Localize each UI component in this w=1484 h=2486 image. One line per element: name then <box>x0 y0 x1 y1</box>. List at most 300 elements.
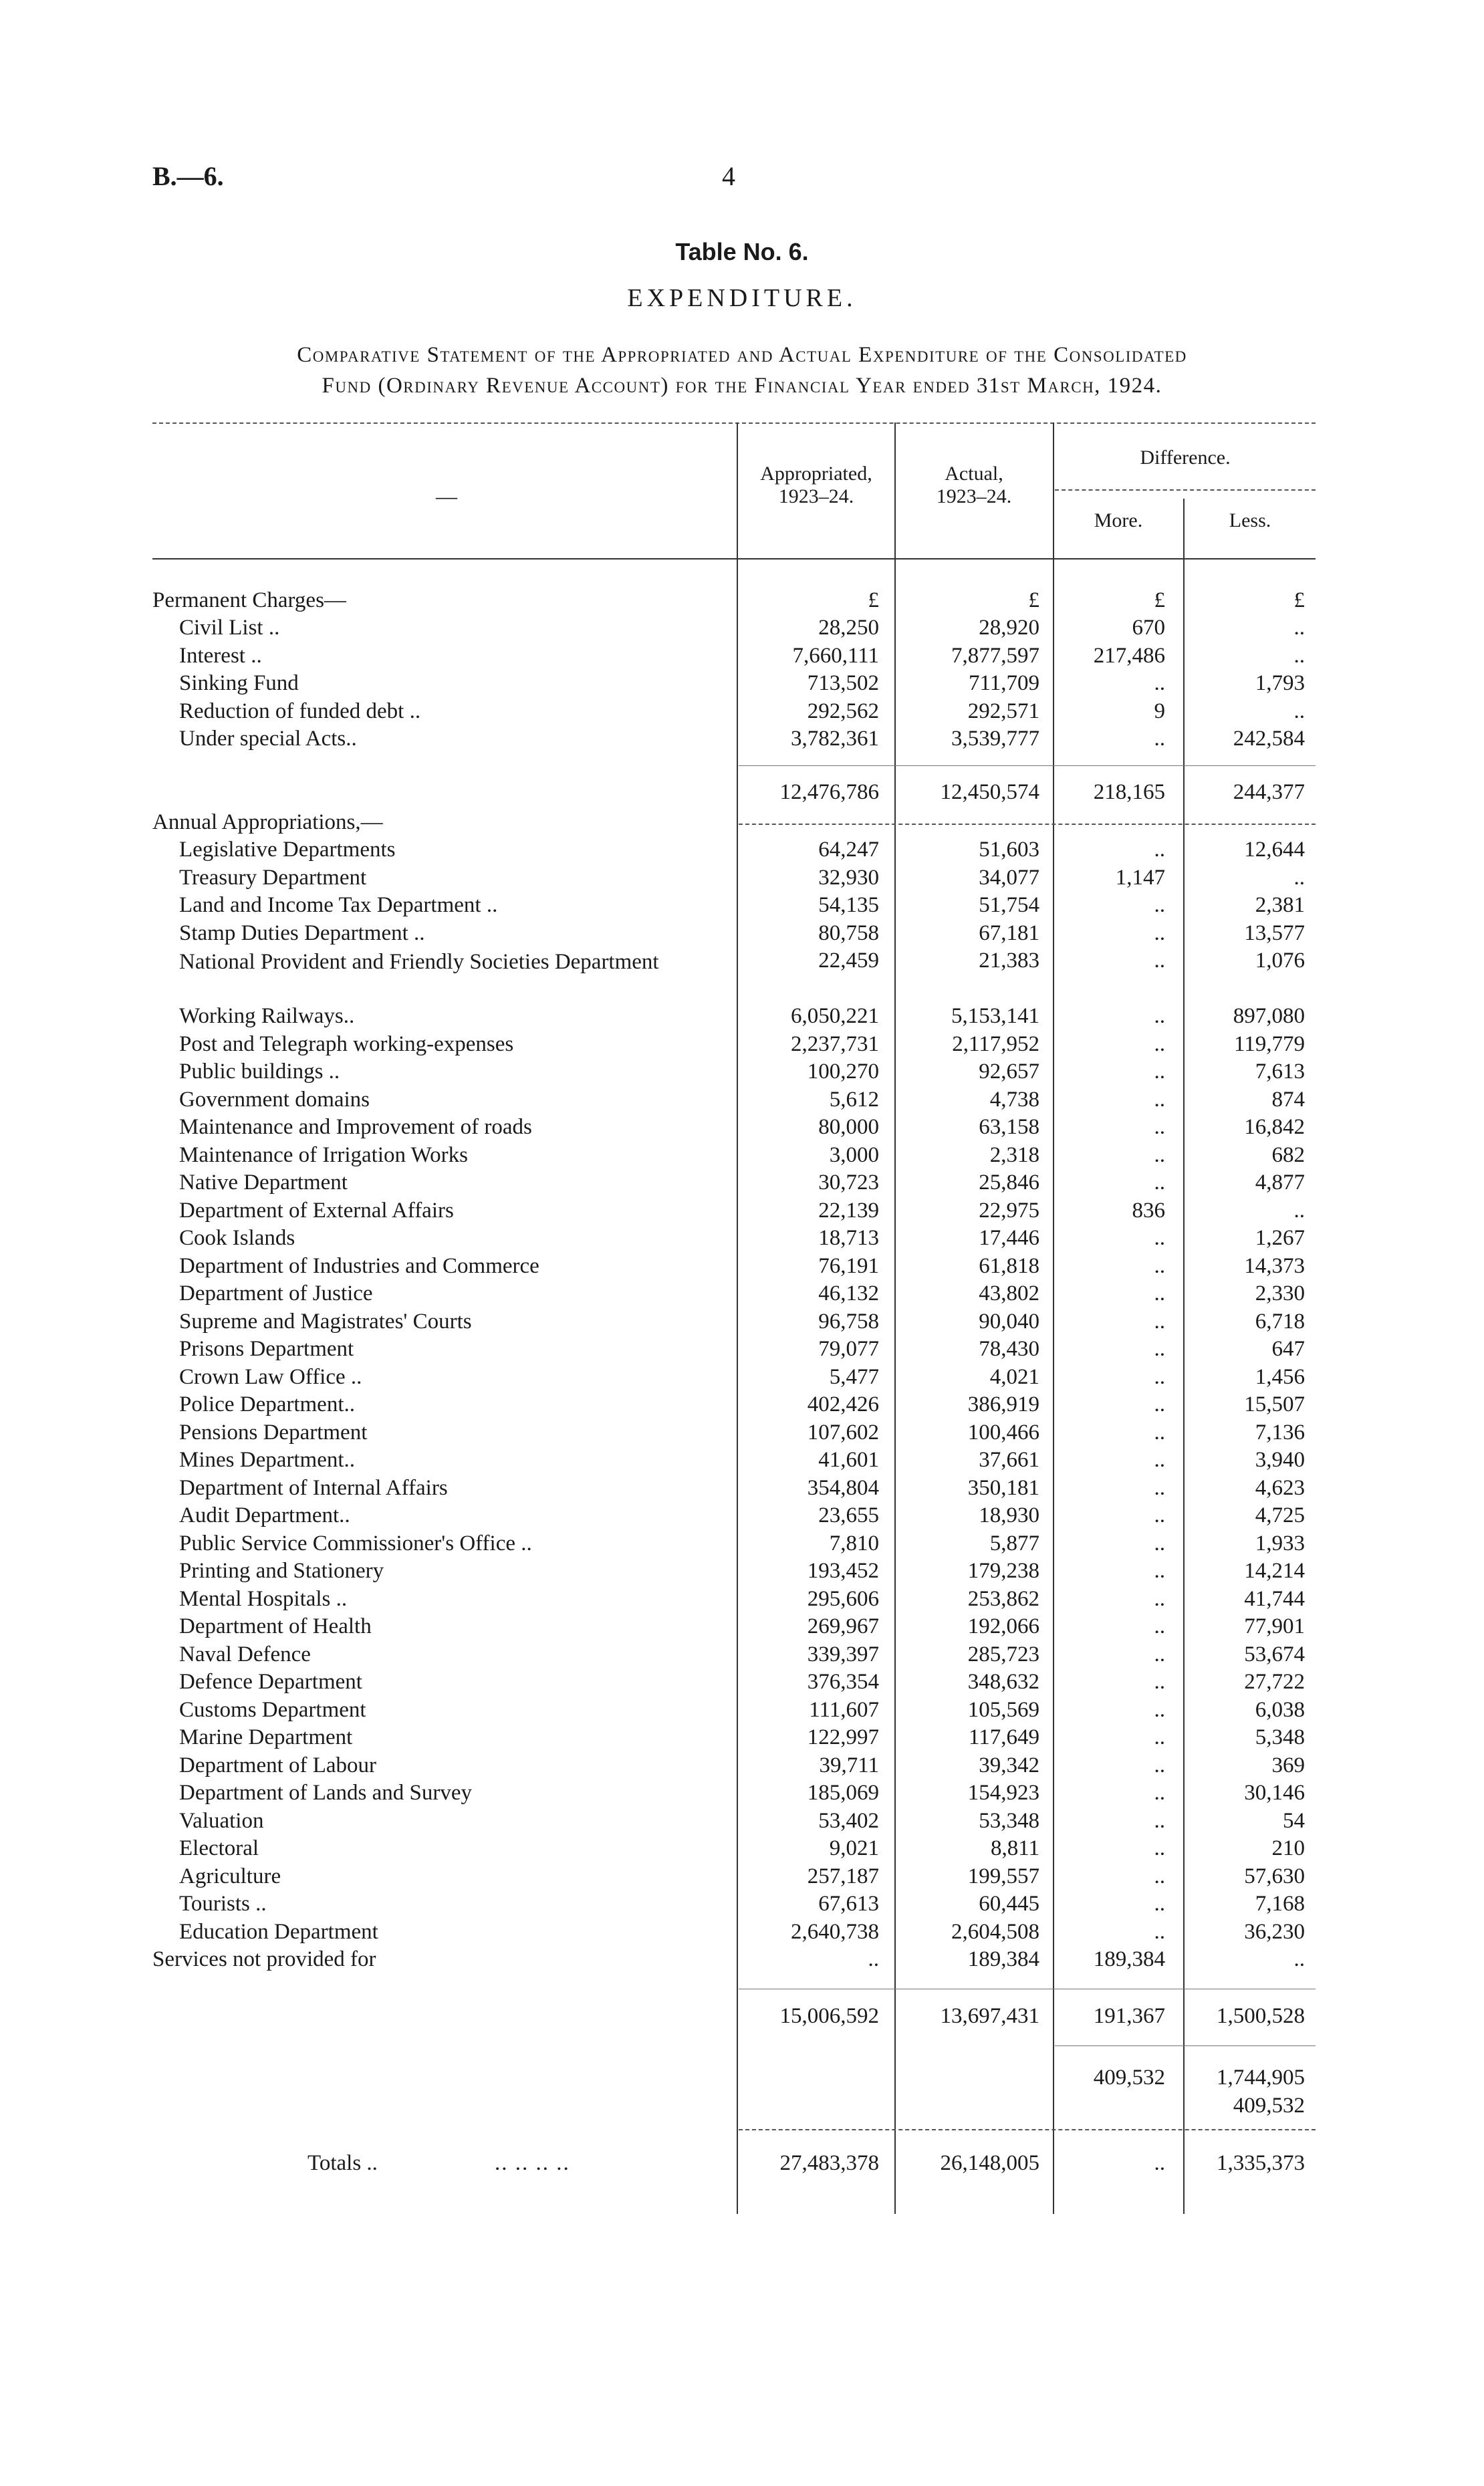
cell-more: 9 <box>1154 699 1165 723</box>
row-label: Department of Health <box>179 1614 372 1638</box>
currency-row <box>0 588 1484 616</box>
totals-more: .. <box>1154 2151 1165 2175</box>
cell-more: .. <box>1154 1309 1165 1334</box>
cell-appropriated: 76,191 <box>818 1253 879 1278</box>
cell-actual: 28,920 <box>979 616 1039 640</box>
permanent-subtotal-row <box>0 780 1484 807</box>
cell-actual: 711,709 <box>968 671 1039 695</box>
cell-less: 7,613 <box>1255 1060 1305 1084</box>
cell-actual: 37,661 <box>979 1448 1039 1472</box>
cell-actual: 285,723 <box>967 1642 1039 1666</box>
col-header-difference: Difference. <box>1140 447 1231 469</box>
subtotal-less: 244,377 <box>1233 780 1305 804</box>
cell-more: .. <box>1154 1781 1165 1805</box>
cell-less: 369 <box>1271 1753 1305 1777</box>
cell-less: 682 <box>1271 1142 1305 1167</box>
row-label: Electoral <box>179 1836 259 1860</box>
cell-appropriated: 22,139 <box>818 1198 879 1223</box>
table-row <box>0 1531 1484 1559</box>
row-label: Crown Law Office .. <box>179 1364 362 1389</box>
table-row <box>0 1088 1484 1115</box>
cell-less: 874 <box>1271 1087 1305 1112</box>
table-row <box>0 838 1484 865</box>
cell-less: 13,577 <box>1244 920 1305 945</box>
table-row <box>0 1281 1484 1309</box>
cell-less: 1,267 <box>1255 1226 1305 1250</box>
table-row <box>0 1781 1484 1808</box>
cell-actual: 60,445 <box>979 1892 1039 1916</box>
cell-less: 53,674 <box>1244 1642 1305 1666</box>
row-label: Working Railways.. <box>179 1004 355 1028</box>
cell-more: .. <box>1154 1004 1165 1028</box>
table-row <box>0 1392 1484 1420</box>
cell-less: .. <box>1293 865 1305 890</box>
subtitle-line-2: Fund (Ordinary Revenue Account) for the Financial Year ended 31st March, 1924. <box>322 374 1162 398</box>
row-label: Services not provided for <box>152 1947 376 1971</box>
cell-appropriated: 23,655 <box>818 1503 879 1527</box>
row-label: Government domains <box>179 1087 370 1112</box>
cell-actual: 92,657 <box>979 1060 1039 1084</box>
cell-more: .. <box>1154 920 1165 945</box>
cell-less: 1,456 <box>1255 1364 1305 1389</box>
cell-actual: 25,846 <box>979 1170 1039 1195</box>
row-label: Audit Department.. <box>179 1503 350 1527</box>
cell-more: .. <box>1154 1170 1165 1195</box>
cell-appropriated: 354,804 <box>807 1475 879 1500</box>
summary-less: 1,744,905 <box>1217 2066 1305 2090</box>
cell-appropriated: 713,502 <box>807 671 879 695</box>
cell-less: 6,718 <box>1255 1309 1305 1334</box>
cell-appropriated: 100,270 <box>807 1060 879 1084</box>
subtotal-actual: 13,697,431 <box>940 2004 1039 2028</box>
subtotal-actual: 12,450,574 <box>940 780 1039 804</box>
cell-appropriated: 80,758 <box>818 920 879 945</box>
cell-more: 836 <box>1132 1198 1165 1223</box>
cell-less: 16,842 <box>1244 1115 1305 1139</box>
row-label: Defence Department <box>179 1670 362 1694</box>
table-row <box>0 616 1484 643</box>
cell-less: 5,348 <box>1255 1725 1305 1749</box>
row-label: Cook Islands <box>179 1226 295 1250</box>
cell-appropriated: 339,397 <box>807 1642 879 1666</box>
cell-less: 897,080 <box>1233 1004 1305 1028</box>
table-number: Table No. 6. <box>675 238 809 265</box>
row-label: Department of Labour <box>179 1753 377 1777</box>
cell-more: .. <box>1154 1448 1165 1472</box>
cell-more: .. <box>1154 1475 1165 1500</box>
table-row <box>0 949 1484 976</box>
table-row <box>0 1365 1484 1392</box>
table-top-rule <box>152 422 1316 424</box>
row-label: Pensions Department <box>179 1420 368 1445</box>
row-label: Department of Justice <box>179 1281 373 1306</box>
cell-more: .. <box>1154 1253 1165 1278</box>
cell-appropriated: 79,077 <box>818 1337 879 1361</box>
table-row <box>0 1032 1484 1060</box>
cell-more: .. <box>1154 1281 1165 1306</box>
cell-actual: 53,348 <box>979 1808 1039 1833</box>
cell-less: 242,584 <box>1233 727 1305 751</box>
table-row <box>0 1725 1484 1753</box>
currency-symbol: £ <box>1154 588 1165 612</box>
cell-actual: 51,603 <box>979 838 1039 862</box>
cell-actual: 386,919 <box>967 1392 1039 1416</box>
cell-more: .. <box>1154 1864 1165 1888</box>
row-label: Stamp Duties Department .. <box>179 920 425 945</box>
table-heading: EXPENDITURE. <box>627 284 857 312</box>
cell-appropriated: 96,758 <box>818 1309 879 1334</box>
cell-appropriated: 3,782,361 <box>791 727 879 751</box>
row-label: Interest .. <box>179 643 262 668</box>
cell-actual: 2,117,952 <box>952 1031 1039 1056</box>
table-row <box>0 1199 1484 1226</box>
cell-actual: 179,238 <box>967 1559 1039 1583</box>
cell-less: 1,793 <box>1255 671 1305 695</box>
table-row <box>0 1310 1484 1337</box>
cell-actual: 4,021 <box>989 1364 1039 1389</box>
row-label: Supreme and Magistrates' Courts <box>179 1309 472 1334</box>
row-label: Mental Hospitals .. <box>179 1586 348 1611</box>
table-row <box>0 866 1484 893</box>
summary-less-deduct: 409,532 <box>1233 2094 1305 2118</box>
subtotal-less: 1,500,528 <box>1217 2004 1305 2028</box>
summary-more: 409,532 <box>1093 2066 1165 2090</box>
cell-appropriated: 292,562 <box>807 699 879 723</box>
row-label: Legislative Departments <box>179 838 396 862</box>
cell-appropriated: 46,132 <box>818 1281 879 1306</box>
cell-more: .. <box>1154 1503 1165 1527</box>
cell-more: 189,384 <box>1093 1947 1165 1971</box>
table-row <box>0 1337 1484 1364</box>
table-row <box>0 644 1484 671</box>
cell-more: 1,147 <box>1115 865 1165 890</box>
table-row <box>0 727 1484 754</box>
cell-appropriated: 53,402 <box>818 1808 879 1833</box>
table-row <box>0 1947 1484 1975</box>
cell-appropriated: 64,247 <box>818 838 879 862</box>
cell-appropriated: 3,000 <box>829 1142 879 1167</box>
subtotal-appropriated: 15,006,592 <box>779 2004 879 2028</box>
row-label: Department of Internal Affairs <box>179 1475 448 1500</box>
cell-more: 217,486 <box>1093 643 1165 668</box>
group-label-permanent: Permanent Charges— <box>152 588 346 612</box>
cell-more: .. <box>1154 727 1165 751</box>
totals-top-rule <box>739 2129 1316 2130</box>
header-bottom-rule <box>152 558 1316 560</box>
cell-appropriated: 18,713 <box>818 1226 879 1250</box>
row-label: Printing and Stationery <box>179 1559 384 1583</box>
cell-less: 14,373 <box>1244 1253 1305 1278</box>
row-label: Department of Lands and Survey <box>179 1781 473 1805</box>
cell-less: 41,744 <box>1244 1586 1305 1611</box>
cell-actual: 18,930 <box>979 1503 1039 1527</box>
cell-actual: 5,877 <box>989 1531 1039 1556</box>
cell-actual: 21,383 <box>979 949 1039 973</box>
cell-less: 15,507 <box>1244 1392 1305 1416</box>
subtotal-more: 191,367 <box>1093 2004 1165 2028</box>
table-row <box>0 671 1484 699</box>
table-row <box>0 1115 1484 1142</box>
cell-less: 3,940 <box>1255 1448 1305 1472</box>
table-row <box>0 1559 1484 1586</box>
cell-appropriated: 185,069 <box>807 1781 879 1805</box>
cell-appropriated: 28,250 <box>818 616 879 640</box>
stub-header-dash: — <box>436 484 457 508</box>
cell-actual: 253,862 <box>967 1586 1039 1611</box>
table-row <box>0 1892 1484 1919</box>
cell-actual: 43,802 <box>979 1281 1039 1306</box>
table-row <box>0 1060 1484 1087</box>
table-row <box>0 1226 1484 1253</box>
row-label: Department of Industries and Commerce <box>179 1253 539 1278</box>
cell-appropriated: 402,426 <box>807 1392 879 1416</box>
table-row <box>0 1698 1484 1725</box>
cell-actual: 63,158 <box>979 1115 1039 1139</box>
cell-actual: 350,181 <box>967 1475 1039 1500</box>
cell-actual: 199,557 <box>967 1864 1039 1888</box>
table-subtitle <box>107 340 1377 401</box>
table-row <box>0 1836 1484 1864</box>
cell-appropriated: 295,606 <box>807 1586 879 1611</box>
cell-appropriated: 54,135 <box>818 893 879 917</box>
row-label: Reduction of funded debt .. <box>179 699 421 723</box>
cell-more: .. <box>1154 1614 1165 1638</box>
row-label: Maintenance of Irrigation Works <box>179 1142 469 1167</box>
cell-more: .. <box>1154 1642 1165 1666</box>
cell-appropriated: 6,050,221 <box>791 1004 879 1028</box>
table-row <box>0 1920 1484 1947</box>
cell-less: 4,623 <box>1255 1475 1305 1500</box>
cell-more: .. <box>1154 1725 1165 1749</box>
table-row <box>0 1476 1484 1503</box>
totals-row <box>0 2151 1484 2179</box>
cell-appropriated: 22,459 <box>818 949 879 973</box>
cell-less: 1,933 <box>1255 1531 1305 1556</box>
row-label: Civil List .. <box>179 616 280 640</box>
cell-appropriated: 80,000 <box>818 1115 879 1139</box>
table-row <box>0 1170 1484 1198</box>
table-row <box>0 1642 1484 1670</box>
cell-appropriated: 39,711 <box>819 1753 879 1777</box>
totals-actual: 26,148,005 <box>940 2151 1039 2175</box>
cell-less: 119,779 <box>1233 1031 1305 1056</box>
cell-appropriated: 122,997 <box>807 1725 879 1749</box>
cell-more: .. <box>1154 1697 1165 1722</box>
cell-appropriated: 41,601 <box>818 1448 879 1472</box>
cell-less: .. <box>1293 699 1305 723</box>
cell-more: .. <box>1154 1226 1165 1250</box>
cell-actual: 39,342 <box>979 1753 1039 1777</box>
subtotal-appropriated: 12,476,786 <box>779 780 879 804</box>
col-header-less: Less. <box>1229 509 1271 531</box>
table-row <box>0 1670 1484 1697</box>
subtotal-more: 218,165 <box>1093 780 1165 804</box>
currency-symbol: £ <box>1028 588 1039 612</box>
annual-subtotal-row <box>0 2004 1484 2031</box>
cell-less: .. <box>1293 643 1305 668</box>
col-header-appropriated: Appropriated, 1923–24. <box>760 463 872 507</box>
row-label: Customs Department <box>179 1697 366 1722</box>
cell-appropriated: 5,612 <box>829 1087 879 1112</box>
cell-less: 30,146 <box>1244 1781 1305 1805</box>
cell-less: 36,230 <box>1244 1919 1305 1944</box>
cell-less: 6,038 <box>1255 1697 1305 1722</box>
cell-actual: 192,066 <box>967 1614 1039 1638</box>
cell-actual: 51,754 <box>979 893 1039 917</box>
cell-less: 12,644 <box>1244 838 1305 862</box>
cell-actual: 5,153,141 <box>951 1004 1039 1028</box>
totals-label: Totals .. <box>307 2151 378 2175</box>
table-row <box>0 1753 1484 1781</box>
cell-less: 14,214 <box>1244 1559 1305 1583</box>
cell-actual: 3,539,777 <box>951 727 1039 751</box>
table-row <box>0 1587 1484 1614</box>
cell-less: 7,168 <box>1255 1892 1305 1916</box>
cell-actual: 4,738 <box>989 1087 1039 1112</box>
row-label: Treasury Department <box>179 865 367 890</box>
cell-less: .. <box>1293 1947 1305 1971</box>
cell-appropriated: 30,723 <box>818 1170 879 1195</box>
col-header-actual: Actual, 1923–24. <box>936 463 1012 507</box>
row-label: Naval Defence <box>179 1642 311 1666</box>
row-label: Education Department <box>179 1919 378 1944</box>
cell-actual: 2,318 <box>989 1142 1039 1167</box>
difference-deduct-row <box>0 2094 1484 2121</box>
cell-more: .. <box>1154 1420 1165 1445</box>
cell-actual: 117,649 <box>968 1725 1039 1749</box>
table-row <box>0 1448 1484 1475</box>
cell-actual: 8,811 <box>990 1836 1039 1860</box>
totals-appropriated: 27,483,378 <box>779 2151 879 2175</box>
row-label: Public buildings .. <box>179 1060 340 1084</box>
row-label: Prisons Department <box>179 1337 354 1361</box>
subtitle-line-1: Comparative Statement of the Appropriated and Actual Expenditure of the Consolidated <box>297 343 1187 367</box>
cell-more: .. <box>1154 1531 1165 1556</box>
cell-more: .. <box>1154 1559 1165 1583</box>
totals-less: 1,335,373 <box>1217 2151 1305 2175</box>
cell-actual: 67,181 <box>979 920 1039 945</box>
cell-less: 2,381 <box>1255 893 1305 917</box>
cell-more: .. <box>1154 1087 1165 1112</box>
table-row <box>0 699 1484 727</box>
cell-more: .. <box>1154 1808 1165 1833</box>
cell-appropriated: 193,452 <box>807 1559 879 1583</box>
cell-actual: 292,571 <box>967 699 1039 723</box>
cell-actual: 90,040 <box>979 1309 1039 1334</box>
cell-more: .. <box>1154 893 1165 917</box>
difference-summary-row <box>0 2066 1484 2093</box>
difference-divider <box>1055 489 1316 491</box>
cell-more: .. <box>1154 949 1165 973</box>
cell-less: 210 <box>1271 1836 1305 1860</box>
cell-appropriated: 269,967 <box>807 1614 879 1638</box>
row-label: Agriculture <box>179 1864 281 1888</box>
table-row <box>0 1503 1484 1531</box>
currency-symbol: £ <box>1293 588 1305 612</box>
currency-symbol: £ <box>868 588 879 612</box>
cell-actual: 348,632 <box>967 1670 1039 1694</box>
table-row <box>0 1254 1484 1281</box>
row-label: Land and Income Tax Department .. <box>179 893 498 917</box>
cell-actual: 34,077 <box>979 865 1039 890</box>
cell-less: 4,725 <box>1255 1503 1305 1527</box>
cell-appropriated: .. <box>868 1947 879 1971</box>
cell-more: .. <box>1154 1060 1165 1084</box>
cell-appropriated: 107,602 <box>807 1420 879 1445</box>
permanent-subtotal-rule <box>739 765 1316 766</box>
col-header-more: More. <box>1094 509 1143 531</box>
row-label: Police Department.. <box>179 1392 356 1416</box>
table-row <box>0 921 1484 949</box>
row-label: Department of External Affairs <box>179 1198 454 1223</box>
cell-appropriated: 67,613 <box>818 1892 879 1916</box>
table-row <box>0 1143 1484 1170</box>
table-row <box>0 1809 1484 1836</box>
cell-actual: 105,569 <box>967 1697 1039 1722</box>
cell-more: .. <box>1154 1364 1165 1389</box>
cell-appropriated: 257,187 <box>807 1864 879 1888</box>
cell-less: .. <box>1293 616 1305 640</box>
cell-more: .. <box>1154 671 1165 695</box>
cell-more: .. <box>1154 1919 1165 1944</box>
cell-actual: 61,818 <box>979 1253 1039 1278</box>
row-label: Sinking Fund <box>179 671 299 695</box>
cell-appropriated: 7,660,111 <box>792 643 879 668</box>
leader-dots: .. .. .. .. <box>495 2151 570 2175</box>
cell-actual: 100,466 <box>967 1420 1039 1445</box>
row-label: Public Service Commissioner's Office .. <box>179 1531 532 1556</box>
cell-more: .. <box>1154 1586 1165 1611</box>
cell-actual: 17,446 <box>979 1226 1039 1250</box>
cell-less: 77,901 <box>1244 1614 1305 1638</box>
cell-appropriated: 9,021 <box>829 1836 879 1860</box>
row-label: Native Department <box>179 1170 348 1195</box>
row-label: Tourists .. <box>179 1892 267 1916</box>
cell-more: .. <box>1154 1392 1165 1416</box>
row-label: Valuation <box>179 1808 264 1833</box>
cell-actual: 154,923 <box>967 1781 1039 1805</box>
cell-more: .. <box>1154 1836 1165 1860</box>
cell-less: 2,330 <box>1255 1281 1305 1306</box>
cell-appropriated: 111,607 <box>809 1697 879 1722</box>
cell-appropriated: 2,640,738 <box>791 1919 879 1944</box>
row-label: National Provident and Friendly Societies Department <box>179 950 659 974</box>
table-row <box>0 893 1484 920</box>
cell-less: 647 <box>1271 1337 1305 1361</box>
cell-actual: 7,877,597 <box>951 643 1039 668</box>
cell-actual: 22,975 <box>979 1198 1039 1223</box>
difference-summary-rule <box>1055 2045 1316 2046</box>
row-label: Post and Telegraph working-expenses <box>179 1031 514 1056</box>
cell-less: 4,877 <box>1255 1170 1305 1195</box>
cell-more: .. <box>1154 1892 1165 1916</box>
cell-less: 57,630 <box>1244 1864 1305 1888</box>
cell-appropriated: 2,237,731 <box>791 1031 879 1056</box>
cell-more: .. <box>1154 1753 1165 1777</box>
row-label: Marine Department <box>179 1725 353 1749</box>
permanent-subtotal-under-rule <box>739 824 1316 825</box>
table-row <box>0 1614 1484 1642</box>
row-label: Mines Department.. <box>179 1448 356 1472</box>
cell-less: .. <box>1293 1198 1305 1223</box>
cell-appropriated: 7,810 <box>829 1531 879 1556</box>
row-label: Under special Acts.. <box>179 727 357 751</box>
table-row <box>0 1004 1484 1031</box>
cell-less: 7,136 <box>1255 1420 1305 1445</box>
cell-more: .. <box>1154 1115 1165 1139</box>
cell-appropriated: 32,930 <box>818 865 879 890</box>
table-row <box>0 1420 1484 1448</box>
